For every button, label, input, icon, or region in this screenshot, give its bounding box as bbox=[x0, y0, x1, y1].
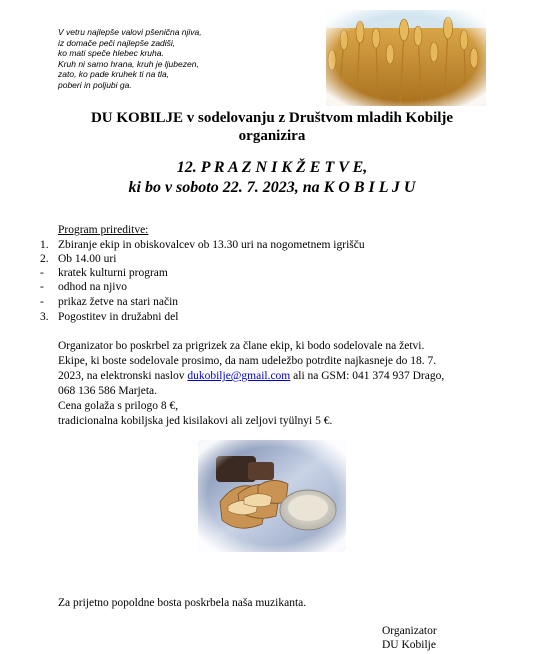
poem bbox=[58, 27, 298, 91]
signature-role: Organizator bbox=[382, 625, 437, 637]
signature bbox=[382, 624, 437, 652]
program-item bbox=[40, 310, 178, 324]
program-item-text: kratek kulturni program bbox=[58, 267, 168, 279]
info-line: Organizator bo poskrbel za prigrizek za člane ekip, ki bodo sodelovale na žetvi. bbox=[58, 340, 425, 352]
program-item-marker: 1. bbox=[40, 239, 49, 251]
info-line: Ekipe, ki boste sodelovale prosimo, da nam udeležbo potrdite najkasneje do 18. 7. bbox=[58, 355, 437, 367]
wheat-field-image bbox=[326, 10, 486, 106]
program-item-marker: 2. bbox=[40, 253, 49, 265]
email-link[interactable]: dukobilje@gmail.com bbox=[187, 370, 291, 382]
program-item-marker: 3. bbox=[40, 311, 49, 323]
price-line: tradicionalna kobiljska jed kisilakovi ali zeljovi tyülnyi 5 €. bbox=[58, 415, 333, 427]
program-item-text: Pogostitev in družabni del bbox=[58, 311, 179, 323]
program-item-marker: - bbox=[40, 267, 44, 279]
event-title: 12. P R A Z N I K Ž E T V E, bbox=[176, 159, 368, 176]
organizer-headline: DU KOBILJE v sodelovanju z Društvom mladih Kobilje bbox=[90, 110, 454, 126]
price-line: Cena golaža s prilogo 8 €, bbox=[58, 400, 179, 412]
program-item-text: odhod na njivo bbox=[58, 281, 127, 293]
organizer-headline-sub: organizira bbox=[238, 128, 306, 144]
food-image bbox=[198, 440, 346, 552]
program-title: Program prireditve: bbox=[58, 224, 149, 236]
program-item bbox=[40, 295, 178, 309]
poem-line: ko mati speče hlebec kruha. bbox=[58, 48, 164, 59]
info-text: 2023, na elektronski naslov bbox=[58, 370, 188, 382]
program-item bbox=[40, 280, 127, 294]
program-item bbox=[40, 238, 365, 252]
info-line: 068 136 586 Marjeta. bbox=[58, 385, 158, 397]
program-item bbox=[40, 252, 116, 266]
program-item-marker: - bbox=[40, 296, 44, 308]
program-item-text: prikaz žetve na stari način bbox=[58, 296, 179, 308]
program-item-text: Ob 14.00 uri bbox=[58, 253, 117, 265]
event-date: ki bo v soboto 22. 7. 2023, na K O B I L J U bbox=[128, 179, 416, 196]
poem-line: V vetru najlepše valovi pšenična njiva, bbox=[58, 27, 202, 37]
music-note: Za prijetno popoldne bosta poskrbela naša muzikanta. bbox=[58, 597, 307, 609]
program-item-marker: - bbox=[40, 281, 44, 293]
poem-line: poberi in poljubi ga. bbox=[58, 79, 132, 90]
program-item-text: Zbiranje ekip in obiskovalcev ob 13.30 uri na nogometnem igrišču bbox=[58, 239, 365, 251]
signature-org: DU Kobilje bbox=[382, 639, 436, 651]
poem-line: iz domače peči najlepše zadiši, bbox=[58, 37, 176, 48]
info-line bbox=[58, 369, 444, 384]
poem-line: zato, ko pade kruhek ti na tla, bbox=[58, 69, 170, 80]
program-item bbox=[40, 266, 168, 280]
poem-line: Kruh ni samo hrana, kruh je ljubezen, bbox=[58, 58, 199, 69]
info-text: ali na GSM: 041 374 937 Drago, bbox=[290, 370, 445, 382]
